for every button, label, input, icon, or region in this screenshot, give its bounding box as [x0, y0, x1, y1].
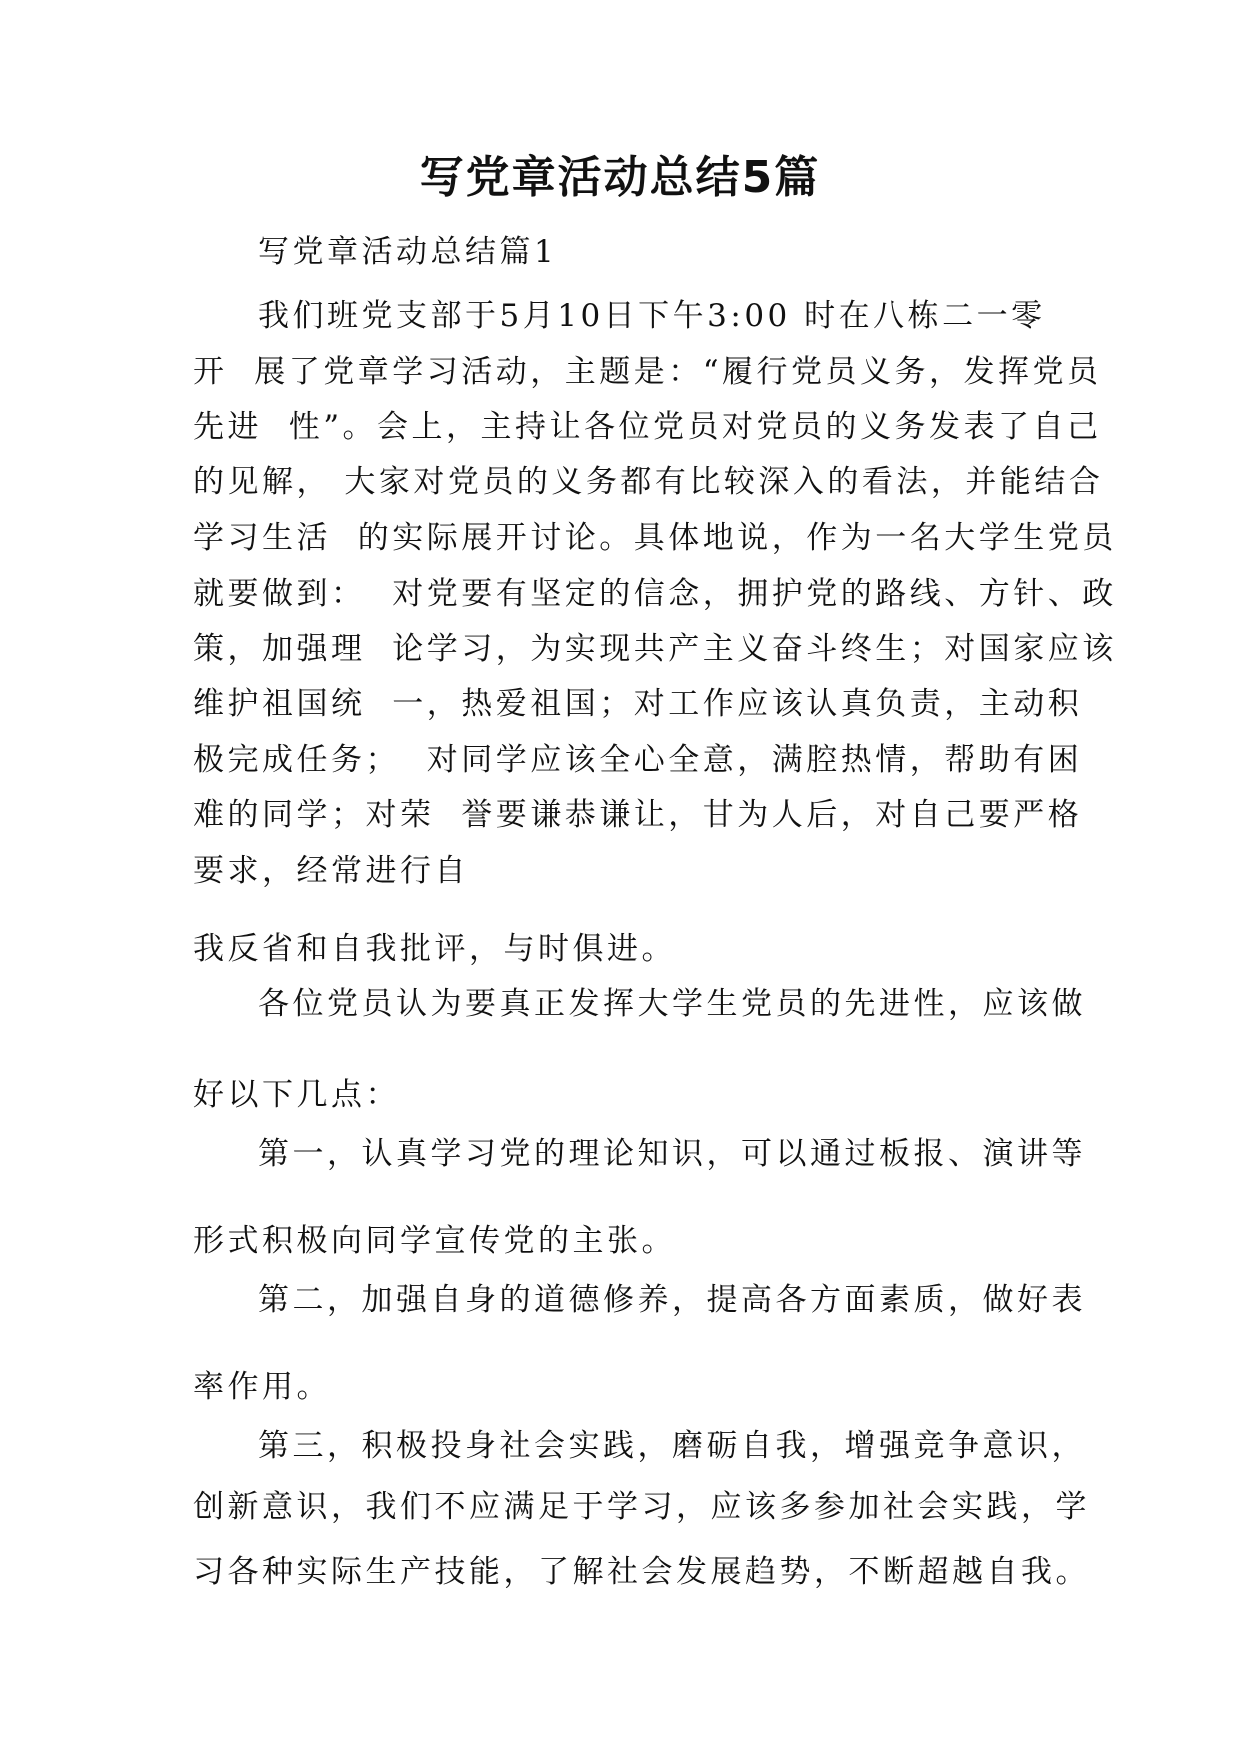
paragraph-line: 第一，认真学习党的理论知识，可以通过板报、演讲等 — [258, 1136, 1086, 1172]
paragraph-line: 极完成任务； 对同学应该全心全意，满腔热情，帮助有困 — [193, 742, 1083, 778]
paragraph-line: 就要做到： 对党要有坚定的信念，拥护党的路线、方针、政 — [193, 576, 1117, 612]
paragraph-line: 第二，加强自身的道德修养，提高各方面素质，做好表 — [258, 1282, 1086, 1318]
paragraph-line: 的见解， 大家对党员的义务都有比较深入的看法，并能结合 — [193, 464, 1104, 500]
paragraph-line: 开 展了党章学习活动，主题是：“履行党员义务，发挥党员 — [193, 354, 1102, 390]
paragraph-line: 策，加强理 论学习，为实现共产主义奋斗终生；对国家应该 — [193, 631, 1117, 667]
paragraph-line: 各位党员认为要真正发挥大学生党员的先进性，应该做 — [258, 986, 1086, 1022]
paragraph-line: 我们班党支部于5月10日下午3:00 时在八栋二一零 — [258, 298, 1046, 334]
paragraph-line: 要求，经常进行自 — [193, 853, 469, 889]
paragraph-line: 习各种实际生产技能，了解社会发展趋势，不断超越自我。 — [193, 1554, 1090, 1590]
paragraph-line: 学习生活 的实际展开讨论。具体地说，作为一名大学生党员 — [193, 520, 1117, 556]
paragraph-line: 维护祖国统 一，热爱祖国；对工作应该认真负责，主动积 — [193, 686, 1083, 722]
document-title: 写党章活动总结5篇 — [419, 152, 821, 203]
paragraph-line: 形式积极向同学宣传党的主张。 — [193, 1223, 676, 1259]
paragraph-line: 好以下几点： — [193, 1077, 400, 1113]
paragraph-line: 创新意识，我们不应满足于学习，应该多参加社会实践，学 — [193, 1489, 1090, 1525]
paragraph-line: 我反省和自我批评，与时俱进。 — [193, 931, 676, 967]
paragraph-line: 第三，积极投身社会实践，磨砺自我，增强竞争意识， — [258, 1428, 1086, 1464]
paragraph-line: 率作用。 — [193, 1369, 331, 1405]
section-heading: 写党章活动总结篇1 — [258, 234, 558, 270]
paragraph-line: 难的同学；对荣 誉要谦恭谦让，甘为人后，对自己要严格 — [193, 797, 1083, 833]
paragraph-line: 先进 性”。会上，主持让各位党员对党员的义务发表了自己 — [193, 409, 1102, 445]
